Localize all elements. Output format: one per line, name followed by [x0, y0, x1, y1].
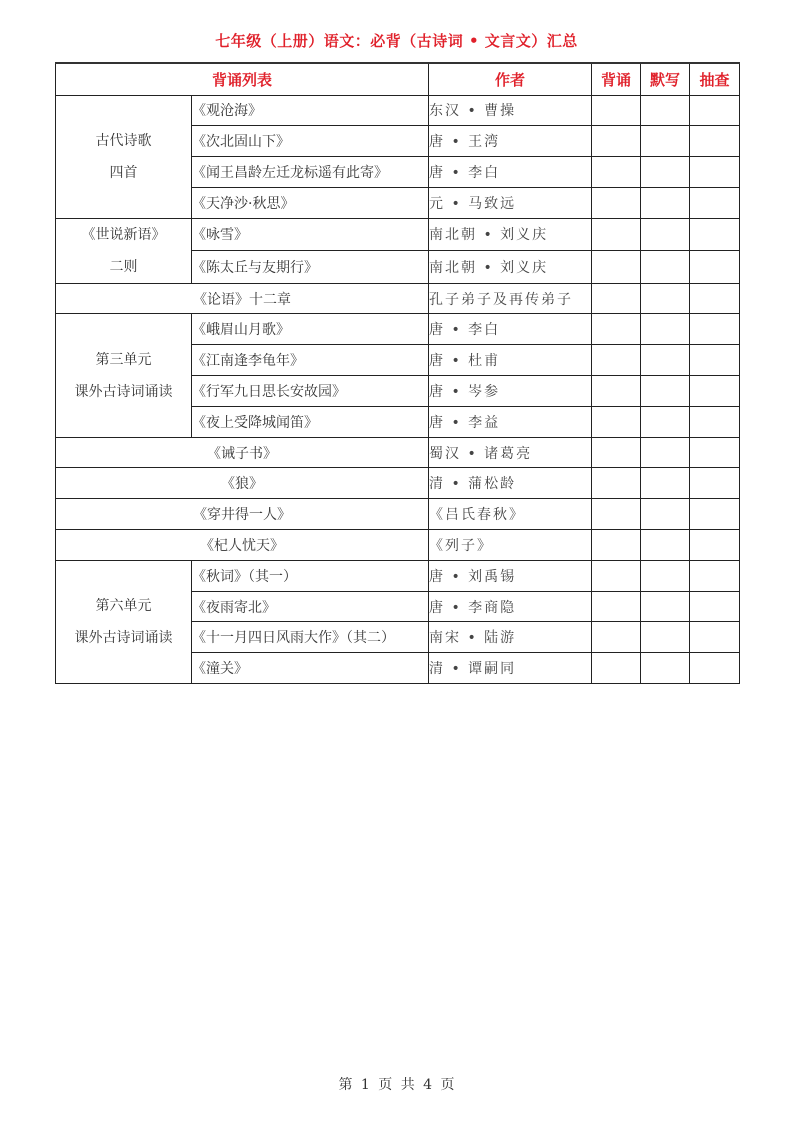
recite-cell[interactable]: [592, 95, 641, 126]
dictation-cell[interactable]: [641, 560, 690, 591]
recite-cell[interactable]: [592, 437, 641, 468]
group-label-line2: 课外古诗词诵读: [74, 629, 173, 646]
dictation-cell[interactable]: [641, 437, 690, 468]
recite-cell[interactable]: [592, 314, 641, 345]
item-title: 《闻王昌龄左迁龙标遥有此寄》: [192, 157, 429, 188]
item-author: 唐 • 岑参: [429, 376, 592, 407]
group-label-line2: 四首: [109, 164, 138, 181]
table-header-row: [56, 63, 740, 95]
item-title: 《行军九日思长安故园》: [192, 376, 429, 407]
spot-check-cell[interactable]: [690, 468, 740, 499]
item-title: 《陈太丘与友期行》: [192, 251, 429, 284]
item-author: 唐 • 杜甫: [429, 345, 592, 376]
item-author: 元 • 马致远: [429, 187, 592, 218]
table-row: [56, 283, 740, 314]
item-author: 孔子弟子及再传弟子: [429, 283, 592, 314]
header-dictation: 默写: [641, 63, 690, 95]
spot-check-cell[interactable]: [690, 530, 740, 561]
table-row: [56, 95, 740, 126]
item-author: 东汉 • 曹操: [429, 95, 592, 126]
recitation-table: [55, 62, 740, 684]
spot-check-cell[interactable]: [690, 591, 740, 622]
item-author: 唐 • 李白: [429, 314, 592, 345]
recite-cell[interactable]: [592, 406, 641, 437]
spot-check-cell[interactable]: [690, 187, 740, 218]
recite-cell[interactable]: [592, 126, 641, 157]
dictation-cell[interactable]: [641, 468, 690, 499]
dictation-cell[interactable]: [641, 95, 690, 126]
spot-check-cell[interactable]: [690, 95, 740, 126]
spot-check-cell[interactable]: [690, 251, 740, 284]
item-author: 唐 • 李商隐: [429, 591, 592, 622]
group-label: [56, 314, 192, 437]
group-label-line2: 课外古诗词诵读: [74, 383, 173, 400]
item-author: 唐 • 李白: [429, 157, 592, 188]
dictation-cell[interactable]: [641, 218, 690, 251]
spot-check-cell[interactable]: [690, 157, 740, 188]
recite-cell[interactable]: [592, 499, 641, 530]
dictation-cell[interactable]: [641, 530, 690, 561]
item-author: 南北朝 • 刘义庆: [429, 251, 592, 284]
recite-cell[interactable]: [592, 345, 641, 376]
item-author: 《列子》: [429, 530, 592, 561]
recite-cell[interactable]: [592, 560, 641, 591]
dictation-cell[interactable]: [641, 499, 690, 530]
item-author: 唐 • 王湾: [429, 126, 592, 157]
item-author: 清 • 谭嗣同: [429, 653, 592, 684]
recite-cell[interactable]: [592, 157, 641, 188]
item-title: 《秋词》（其一）: [192, 560, 429, 591]
group-label-line1: 《世说新语》: [81, 226, 166, 243]
spot-check-cell[interactable]: [690, 560, 740, 591]
dictation-cell[interactable]: [641, 314, 690, 345]
table-row: [56, 314, 740, 345]
dictation-cell[interactable]: [641, 591, 690, 622]
item-title: 《夜雨寄北》: [192, 591, 429, 622]
spot-check-cell[interactable]: [690, 406, 740, 437]
group-label: [56, 218, 192, 283]
item-title: 《江南逢李龟年》: [192, 345, 429, 376]
dictation-cell[interactable]: [641, 157, 690, 188]
recite-cell[interactable]: [592, 468, 641, 499]
item-title: 《次北固山下》: [192, 126, 429, 157]
item-title: 《论语》十二章: [56, 283, 429, 314]
spot-check-cell[interactable]: [690, 283, 740, 314]
page-footer: 第 1 页 共 4 页: [338, 1077, 455, 1093]
recite-cell[interactable]: [592, 653, 641, 684]
dictation-cell[interactable]: [641, 251, 690, 284]
item-title: 《穿井得一人》: [56, 499, 429, 530]
item-title: 《潼关》: [192, 653, 429, 684]
item-author: 南宋 • 陆游: [429, 622, 592, 653]
group-label: [56, 560, 192, 683]
dictation-cell[interactable]: [641, 187, 690, 218]
group-label-line1: 第六单元: [95, 597, 152, 614]
item-title: 《天净沙·秋思》: [192, 187, 429, 218]
dictation-cell[interactable]: [641, 622, 690, 653]
group-label: [56, 95, 192, 218]
table-row: [56, 530, 740, 561]
dictation-cell[interactable]: [641, 653, 690, 684]
item-title: 《咏雪》: [192, 218, 429, 251]
recite-cell[interactable]: [592, 218, 641, 251]
spot-check-cell[interactable]: [690, 376, 740, 407]
item-author: 唐 • 刘禹锡: [429, 560, 592, 591]
group-label-line2: 二则: [109, 258, 138, 275]
spot-check-cell[interactable]: [690, 437, 740, 468]
recite-cell[interactable]: [592, 591, 641, 622]
item-title: 《十一月四日风雨大作》（其二）: [192, 622, 429, 653]
document-title: 七年级（上册）语文：必背（古诗词 • 文言文）汇总: [215, 32, 578, 50]
spot-check-cell[interactable]: [690, 653, 740, 684]
item-title: 《诫子书》: [56, 437, 429, 468]
dictation-cell[interactable]: [641, 376, 690, 407]
spot-check-cell[interactable]: [690, 499, 740, 530]
group-label-line1: 古代诗歌: [95, 132, 152, 149]
dictation-cell[interactable]: [641, 345, 690, 376]
item-title: 《观沧海》: [192, 95, 429, 126]
dictation-cell[interactable]: [641, 283, 690, 314]
recite-cell[interactable]: [592, 187, 641, 218]
item-title: 《峨眉山月歌》: [192, 314, 429, 345]
spot-check-cell[interactable]: [690, 314, 740, 345]
header-author: 作者: [429, 63, 592, 95]
item-author: 蜀汉 • 诸葛亮: [429, 437, 592, 468]
item-author: 清 • 蒲松龄: [429, 468, 592, 499]
item-author: 唐 • 李益: [429, 406, 592, 437]
spot-check-cell[interactable]: [690, 345, 740, 376]
recite-cell[interactable]: [592, 622, 641, 653]
table-row: [56, 437, 740, 468]
recite-cell[interactable]: [592, 376, 641, 407]
recite-cell[interactable]: [592, 530, 641, 561]
item-title: 《杞人忧天》: [56, 530, 429, 561]
recite-cell[interactable]: [592, 283, 641, 314]
item-author: 南北朝 • 刘义庆: [429, 218, 592, 251]
dictation-cell[interactable]: [641, 126, 690, 157]
table-row: [56, 499, 740, 530]
recite-cell[interactable]: [592, 251, 641, 284]
item-title: 《夜上受降城闻笛》: [192, 406, 429, 437]
table-row: [56, 218, 740, 251]
item-title: 《狼》: [56, 468, 429, 499]
spot-check-cell[interactable]: [690, 126, 740, 157]
table-row: [56, 560, 740, 591]
header-list: 背诵列表: [56, 63, 429, 95]
spot-check-cell[interactable]: [690, 622, 740, 653]
table-row: [56, 468, 740, 499]
header-recite: 背诵: [592, 63, 641, 95]
spot-check-cell[interactable]: [690, 218, 740, 251]
item-author: 《吕氏春秋》: [429, 499, 592, 530]
dictation-cell[interactable]: [641, 406, 690, 437]
group-label-line1: 第三单元: [95, 351, 152, 368]
header-spot-check: 抽查: [690, 63, 740, 95]
